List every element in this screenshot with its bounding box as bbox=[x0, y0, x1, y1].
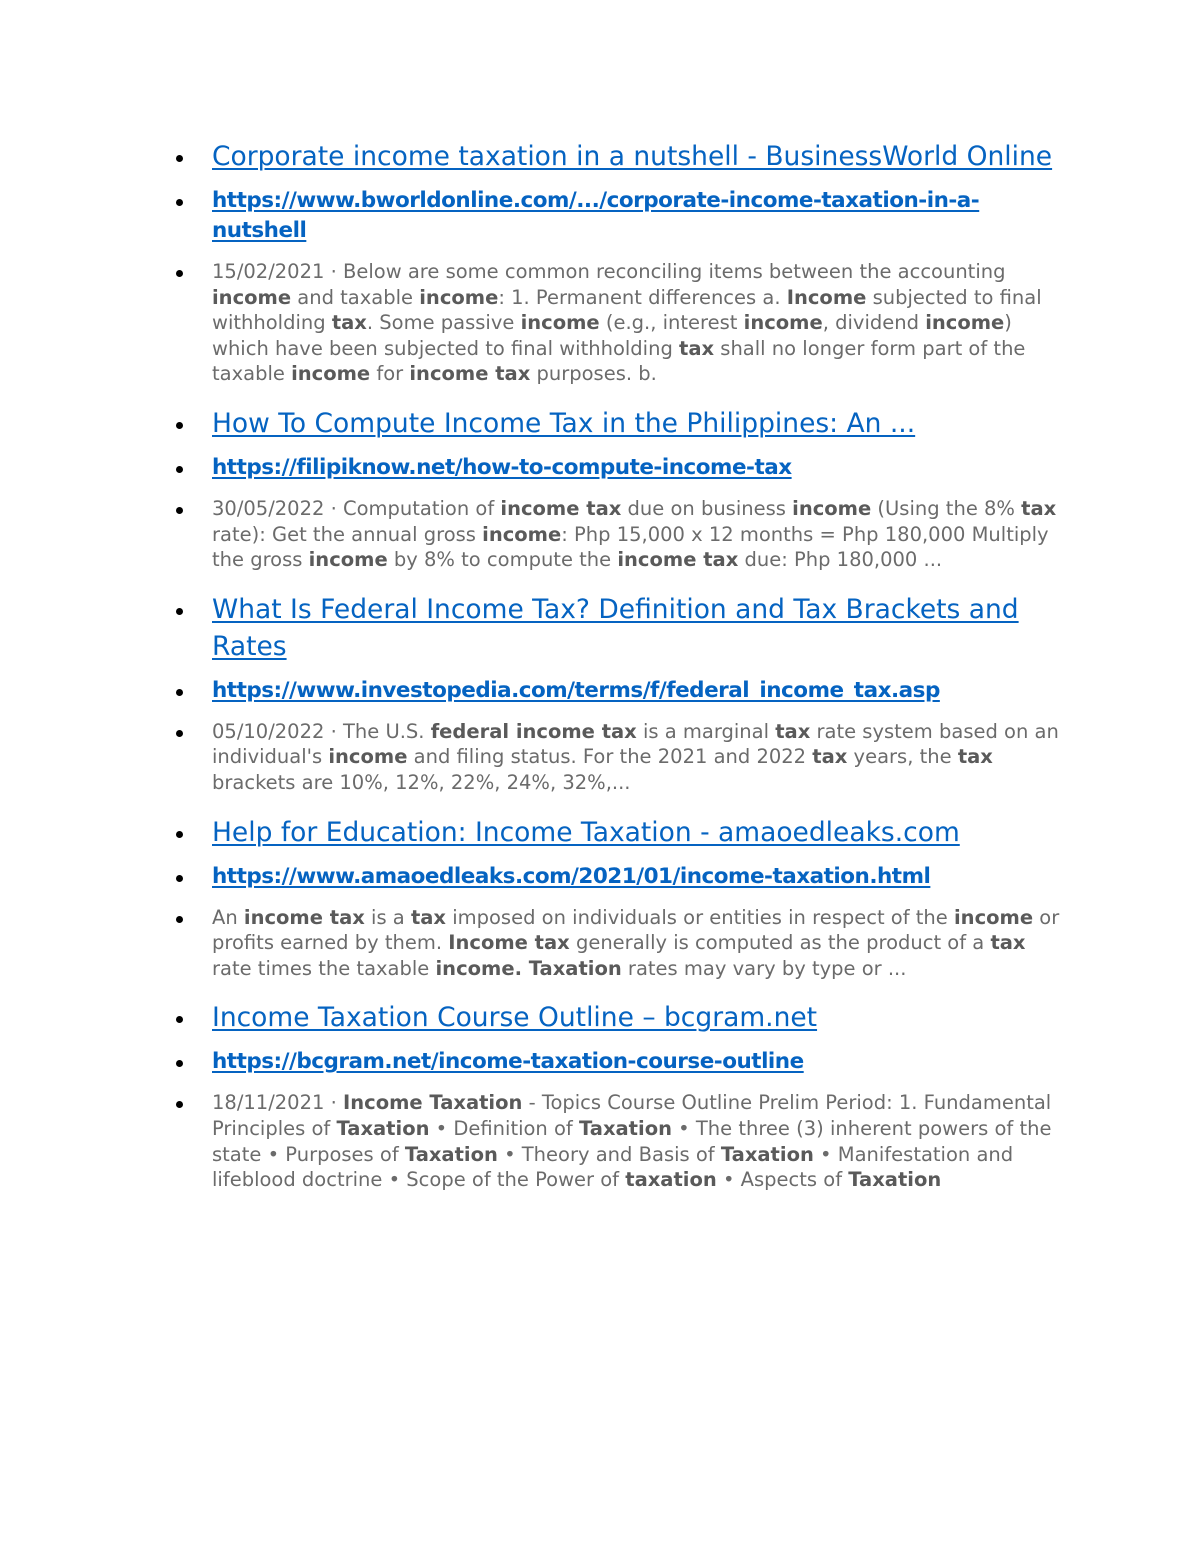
snippet-highlight: tax bbox=[990, 931, 1026, 955]
result-title-item bbox=[170, 814, 1070, 851]
snippet-highlight: Income bbox=[786, 285, 867, 309]
snippet-highlight: income tax bbox=[617, 548, 739, 572]
result-url-item bbox=[170, 453, 1070, 483]
snippet-highlight: income bbox=[792, 496, 872, 520]
bullet-icon bbox=[176, 466, 183, 473]
snippet-highlight: income bbox=[212, 285, 292, 309]
snippet-text: rate system based on an individual's bbox=[212, 719, 1059, 769]
snippet-text: - Topics Course Outline Prelim Period: 1. Fundamental Principles of bbox=[212, 1091, 1052, 1140]
snippet-highlight: income tax bbox=[409, 362, 531, 386]
snippet-text: years, the bbox=[847, 745, 958, 769]
snippet-text: : 1. Permanent differences a. bbox=[498, 285, 787, 309]
result-snippet bbox=[212, 905, 1070, 982]
result-snippet-item bbox=[170, 905, 1070, 982]
result-snippet bbox=[212, 719, 1070, 796]
snippet-text: due: Php 180,000 ... bbox=[738, 548, 943, 572]
result-title-link[interactable]: How To Compute Income Tax in the Philippines: An ... bbox=[212, 407, 916, 439]
bullet-icon bbox=[176, 199, 183, 206]
result-url-link[interactable]: https://www.investopedia.com/terms/f/federal_income_tax.asp bbox=[212, 677, 940, 703]
result-url-item bbox=[170, 186, 1070, 246]
snippet-highlight: tax bbox=[410, 905, 447, 929]
snippet-highlight: tax bbox=[1021, 496, 1057, 520]
snippet-text: • Manifestation and lifeblood doctrine • Scope of the Power of bbox=[212, 1142, 1014, 1192]
result-url-link[interactable]: https://www.amaoedleaks.com/2021/01/income-taxation.html bbox=[212, 863, 931, 889]
bullet-icon bbox=[176, 831, 183, 838]
snippet-highlight: income bbox=[419, 285, 499, 309]
snippet-highlight: income bbox=[482, 522, 562, 546]
result-url-item bbox=[170, 676, 1070, 706]
snippet-text: generally is computed as the product of a bbox=[569, 931, 991, 955]
snippet-highlight: Taxation bbox=[579, 1116, 672, 1140]
result-url-link[interactable]: https://bcgram.net/income-taxation-course-outline bbox=[212, 1049, 804, 1075]
snippet-highlight: income bbox=[328, 745, 408, 769]
snippet-text: 15/02/2021 · Below are some common reconciling items between the accounting bbox=[212, 260, 1006, 283]
snippet-highlight: Taxation bbox=[404, 1142, 498, 1166]
result-title-link[interactable]: Help for Education: Income Taxation - amaoedleaks.com bbox=[212, 816, 960, 848]
snippet-highlight: tax bbox=[957, 745, 993, 769]
snippet-text: • Theory and Basis of bbox=[497, 1142, 721, 1166]
snippet-highlight: income bbox=[743, 311, 823, 335]
snippet-text: ) which have been subjected to final withholding bbox=[212, 311, 1012, 360]
bullet-icon bbox=[176, 1101, 183, 1108]
snippet-text: (e.g., interest bbox=[599, 311, 744, 335]
snippet-highlight: tax bbox=[331, 311, 367, 335]
bullet-icon bbox=[176, 155, 183, 162]
snippet-highlight: income bbox=[520, 311, 600, 335]
snippet-text: • Definition of bbox=[429, 1116, 579, 1140]
snippet-highlight: income bbox=[954, 905, 1034, 929]
snippet-highlight: Income tax bbox=[448, 931, 570, 955]
result-snippet-item bbox=[170, 496, 1070, 573]
bullet-icon bbox=[176, 270, 183, 277]
snippet-highlight: Taxation bbox=[848, 1168, 942, 1192]
snippet-highlight: federal income tax bbox=[430, 719, 637, 743]
snippet-text: subjected to final withholding bbox=[212, 285, 1042, 335]
result-title-link[interactable]: What Is Federal Income Tax? Definition and Tax Brackets and Rates bbox=[212, 593, 1019, 662]
snippet-text: brackets are 10%, 12%, 22%, 24%, 32%,... bbox=[212, 770, 631, 794]
snippet-highlight: income bbox=[925, 311, 1005, 335]
snippet-text: 05/10/2022 · The U.S. bbox=[212, 719, 431, 743]
snippet-text: . Some passive bbox=[366, 311, 521, 335]
snippet-highlight: income tax bbox=[500, 496, 622, 520]
result-snippet bbox=[212, 496, 1070, 573]
result-title-link[interactable]: Income Taxation Course Outline – bcgram.net bbox=[212, 1002, 818, 1034]
snippet-text: An bbox=[212, 905, 244, 929]
result-snippet-item bbox=[170, 1090, 1070, 1192]
bullet-icon bbox=[176, 422, 183, 429]
snippet-text: or profits earned by them. bbox=[212, 905, 1060, 955]
snippet-text: purposes. b. bbox=[530, 362, 657, 386]
snippet-highlight: income bbox=[308, 548, 388, 572]
bullet-icon bbox=[176, 507, 183, 514]
snippet-highlight: tax bbox=[679, 336, 715, 360]
result-snippet-item bbox=[170, 719, 1070, 796]
snippet-highlight: taxation bbox=[625, 1168, 717, 1192]
snippet-highlight: income bbox=[291, 362, 371, 386]
snippet-text: rate): Get the annual gross bbox=[212, 522, 483, 546]
snippet-text: 18/11/2021 · bbox=[212, 1091, 343, 1115]
result-snippet-item bbox=[170, 259, 1070, 387]
snippet-text: shall no longer form part of the taxable bbox=[212, 336, 1026, 386]
bullet-icon bbox=[176, 1060, 183, 1067]
snippet-text: • Aspects of bbox=[716, 1168, 849, 1192]
snippet-highlight: Income Taxation bbox=[343, 1091, 523, 1115]
bullet-icon bbox=[176, 608, 183, 615]
snippet-text: 30/05/2022 · Computation of bbox=[212, 496, 501, 520]
result-url-item bbox=[170, 1047, 1070, 1077]
snippet-highlight: tax bbox=[812, 745, 848, 769]
snippet-highlight: income tax bbox=[243, 905, 365, 929]
snippet-highlight: Taxation bbox=[336, 1116, 430, 1140]
snippet-highlight: tax bbox=[775, 719, 811, 743]
bullet-icon bbox=[176, 689, 183, 696]
result-url-item bbox=[170, 862, 1070, 892]
snippet-highlight: Taxation bbox=[720, 1142, 814, 1166]
snippet-text: , dividend bbox=[822, 311, 926, 335]
snippet-text: rates may vary by type or ... bbox=[621, 956, 907, 980]
result-title-link[interactable]: Corporate income taxation in a nutshell - BusinessWorld Online bbox=[212, 141, 1053, 172]
result-title-item bbox=[170, 591, 1070, 665]
result-url-link[interactable]: https://filipiknow.net/how-to-compute-income-tax bbox=[212, 454, 792, 480]
snippet-text: and taxable bbox=[291, 285, 420, 309]
snippet-text: rate times the taxable bbox=[212, 956, 436, 980]
bullet-icon bbox=[176, 730, 183, 737]
bullet-icon bbox=[176, 875, 183, 882]
snippet-text: • The three (3) inherent powers of the state • Purposes of bbox=[212, 1116, 1052, 1166]
bullet-icon bbox=[176, 1016, 183, 1023]
result-title-item bbox=[170, 999, 1070, 1036]
search-results-list bbox=[170, 138, 1070, 1193]
snippet-text: due on business bbox=[621, 496, 793, 520]
snippet-highlight: income. Taxation bbox=[435, 956, 622, 980]
bullet-icon bbox=[176, 916, 183, 923]
snippet-text: and filing status. For the 2021 and 2022 bbox=[407, 745, 813, 769]
result-title-item bbox=[170, 405, 1070, 442]
result-url-link[interactable]: https://www.bworldonline.com/.../corporate-income-taxation-in-a-nutshell bbox=[212, 188, 980, 243]
snippet-text: is a bbox=[364, 905, 411, 929]
result-snippet bbox=[212, 259, 1070, 387]
snippet-text: : Php 15,000 x 12 months = Php 180,000 Multiply the gross bbox=[212, 522, 1049, 572]
result-title-item bbox=[170, 138, 1070, 175]
snippet-text: imposed on individuals or entities in respect of the bbox=[446, 905, 954, 929]
snippet-text: is a marginal bbox=[636, 719, 776, 743]
snippet-text: by 8% to compute the bbox=[387, 548, 618, 572]
snippet-text: for bbox=[370, 362, 410, 386]
snippet-text: (Using the 8% bbox=[871, 496, 1022, 520]
result-snippet bbox=[212, 1090, 1070, 1192]
